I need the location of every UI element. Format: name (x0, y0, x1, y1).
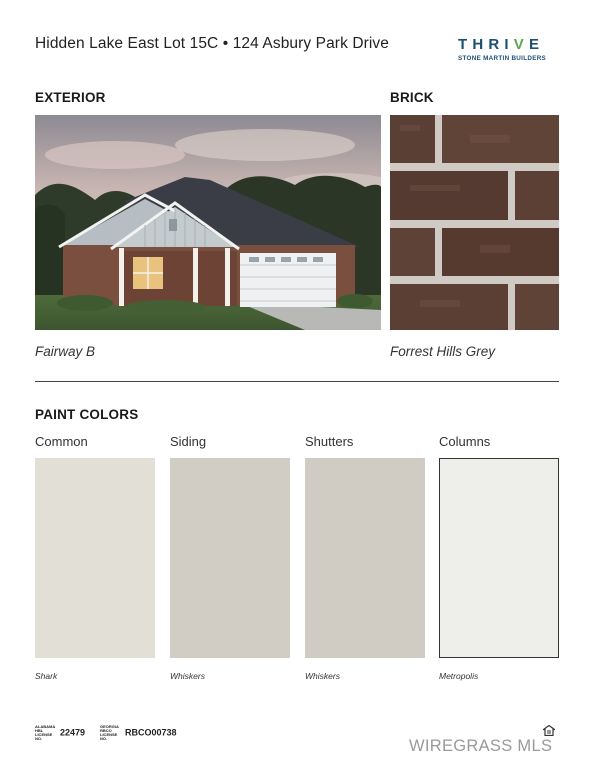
brick-name: Forrest Hills Grey (390, 344, 496, 359)
license-georgia (100, 725, 177, 741)
paint-label-shutters: Shutters (305, 434, 354, 449)
paint-swatch-columns (439, 458, 559, 658)
house-exterior-image (35, 115, 381, 330)
paint-label-columns: Columns (439, 434, 491, 449)
license-alabama (35, 725, 85, 741)
paint-swatch-shutters (305, 458, 425, 658)
paint-swatch-siding (170, 458, 290, 658)
logo-wordmark: THRIVE (458, 36, 545, 53)
exterior-heading: EXTERIOR (35, 90, 106, 105)
license-georgia-number: RBCO00738 (125, 727, 177, 738)
thrive-logo (458, 36, 562, 66)
license-alabama-label: ALABAMA HBL LICENSE NO. (35, 724, 56, 741)
equal-housing-icon (543, 723, 555, 734)
paint-label-siding: Siding (170, 434, 207, 449)
house-model-name: Fairway B (35, 344, 96, 359)
section-divider (35, 381, 559, 382)
logo-subtitle: STONE MARTIN BUILDERS (458, 55, 547, 62)
paint-colors-heading: PAINT COLORS (35, 407, 139, 422)
paint-name-shutters: Whiskers (305, 671, 340, 681)
license-georgia-label: GEORGIA RBCO LICENSE NO. (100, 724, 119, 741)
brick-sample-image (390, 115, 559, 330)
paint-swatch-common (35, 458, 155, 658)
paint-name-siding: Whiskers (170, 671, 205, 681)
paint-name-columns: Metropolis (439, 671, 479, 681)
license-alabama-number: 22479 (60, 727, 86, 738)
paint-label-common: Common (35, 434, 88, 449)
paint-name-common: Shark (35, 671, 58, 681)
page-title: Hidden Lake East Lot 15C • 124 Asbury Park Drive (35, 35, 389, 52)
brick-heading: BRICK (390, 90, 434, 105)
mls-watermark: WIREGRASS MLS (409, 737, 553, 755)
